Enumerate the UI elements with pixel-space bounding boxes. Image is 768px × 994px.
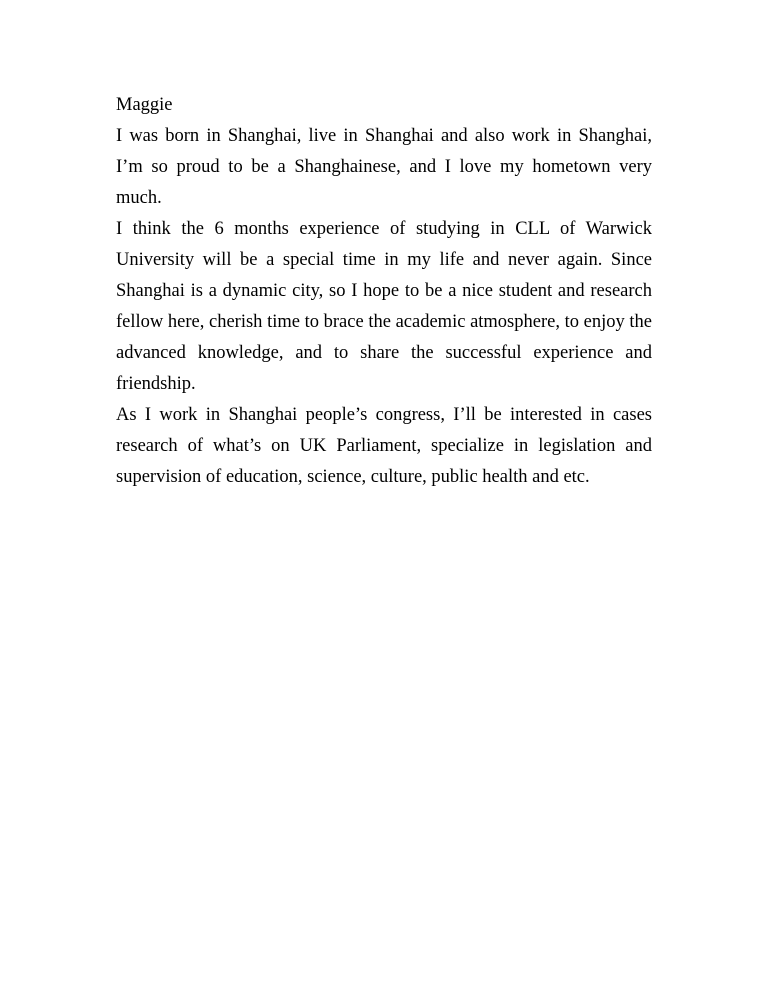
paragraph-study-plans: I think the 6 months experience of studying in CLL of Warwick University will be a special time in my life and never again. Since Shanghai is a dynamic city, so I hope to be a nice student and research fellow here, cherish time to brace the academic atmosphere, to enjoy the advanced knowledge, and to share the successful experience and friendship. bbox=[116, 219, 652, 394]
paragraph-hometown: I was born in Shanghai, live in Shanghai and also work in Shanghai, I’m so proud to be a Shanghainese, and I love my hometown very much. bbox=[116, 126, 652, 208]
document-body bbox=[116, 90, 652, 493]
author-name: Maggie bbox=[116, 95, 173, 115]
paragraph-research-interests: As I work in Shanghai people’s congress, I’ll be interested in cases research of what’s on UK Parliament, specialize in legislation and supervision of education, science, culture, public health and etc. bbox=[116, 405, 652, 487]
